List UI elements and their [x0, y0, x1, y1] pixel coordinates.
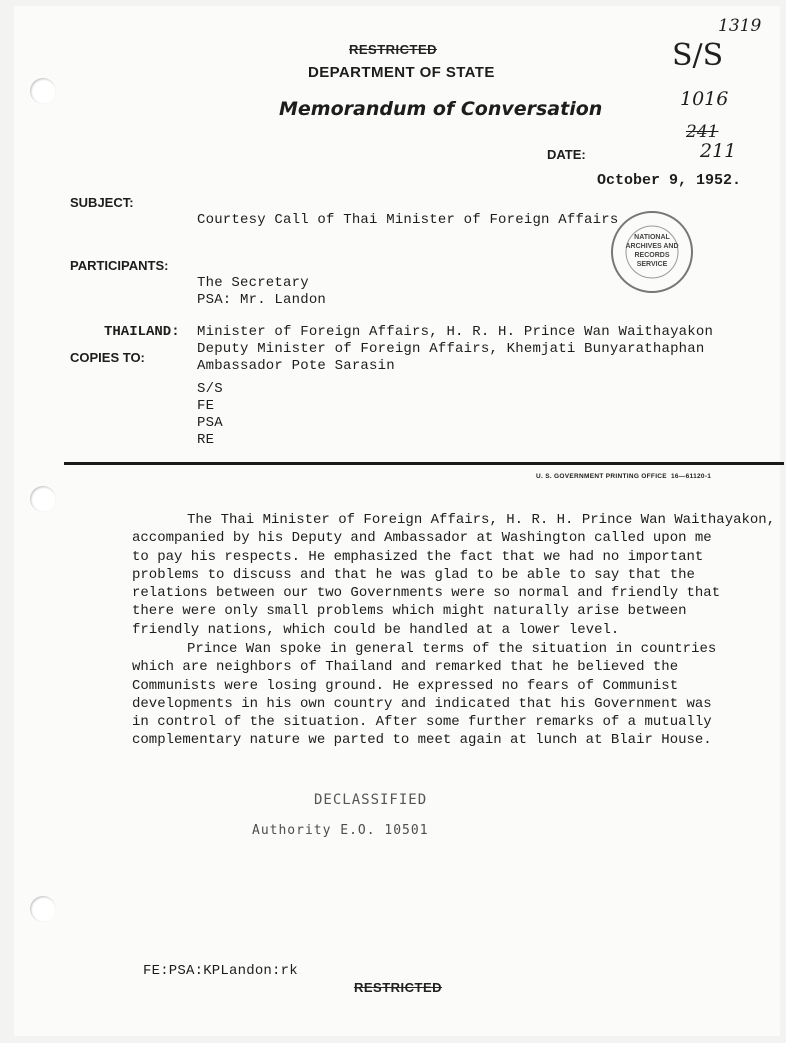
- stamp-line: ARCHIVES AND: [625, 243, 679, 250]
- date-value: October 9, 1952.: [597, 172, 742, 189]
- participant-thailand: Ambassador Pote Sarasin: [197, 358, 395, 374]
- body-line: friendly nations, which could be handled at a lower level.: [132, 621, 620, 638]
- body-line: developments in his own country and indicated that his Government was: [132, 695, 712, 712]
- printing-code: 16—61120-1: [671, 473, 712, 480]
- punch-hole: [30, 78, 56, 104]
- thailand-label: THAILAND:: [104, 324, 180, 340]
- participant-us: PSA: Mr. Landon: [197, 292, 327, 308]
- copies-label: COPIES TO:: [70, 350, 145, 365]
- body-line: there were only small problems which might naturally arise between: [132, 603, 687, 620]
- form-title: Memorandum of Conversation: [279, 98, 603, 120]
- copies-item: S/S: [197, 381, 223, 397]
- drafting-reference: FE:PSA:KPLandon:rk: [143, 963, 298, 979]
- copies-item: PSA: [197, 415, 223, 431]
- handwritten-number-2: 211: [700, 140, 737, 162]
- stamp-line: NATIONAL: [634, 234, 670, 241]
- classification-top: RESTRICTED: [349, 42, 438, 57]
- declassified-stamp: DECLASSIFIED: [314, 792, 428, 808]
- handwritten-top-number: 1319: [718, 16, 762, 36]
- handwritten-number-struck: 241: [686, 122, 719, 142]
- header-rule: [64, 462, 784, 465]
- stamp-line: RECORDS: [634, 252, 670, 259]
- body-line: Prince Wan spoke in general terms of the situation in countries: [187, 641, 717, 657]
- declassified-authority: Authority E.O. 10501: [252, 823, 429, 838]
- subject-text: Courtesy Call of Thai Minister of Foreign Affairs: [197, 212, 619, 228]
- participant-us: The Secretary: [197, 275, 309, 291]
- body-line: Communists were losing ground. He expressed no fears of Communist: [132, 677, 679, 694]
- date-label: DATE:: [547, 147, 586, 162]
- participant-thailand: Deputy Minister of Foreign Affairs, Khemjati Bunyarathaphan: [197, 341, 705, 357]
- handwritten-number-1: 1016: [680, 88, 729, 110]
- department-heading: DEPARTMENT OF STATE: [308, 64, 495, 81]
- body-line: relations between our two Governments were so normal and friendly that: [132, 585, 721, 602]
- participants-label: PARTICIPANTS:: [70, 258, 169, 273]
- handwritten-office: S/S: [672, 38, 724, 73]
- participant-thailand: Minister of Foreign Affairs, H. R. H. Prince Wan Waithayakon: [197, 324, 714, 340]
- body-line: complementary nature we parted to meet again at lunch at Blair House.: [132, 732, 712, 749]
- copies-item: RE: [197, 432, 215, 448]
- body-paragraph-1: [132, 511, 775, 639]
- copies-item: FE: [197, 398, 215, 414]
- body-line: which are neighbors of Thailand and remarked that he believed the: [132, 659, 679, 676]
- punch-hole: [30, 486, 56, 512]
- body-paragraph-2: [132, 640, 716, 750]
- classification-bottom: RESTRICTED: [354, 980, 443, 995]
- subject-label: SUBJECT:: [70, 195, 134, 210]
- archive-stamp: [610, 210, 694, 294]
- body-line: problems to discuss and that he was glad to be able to say that the: [132, 566, 695, 583]
- body-line: to pay his respects. He emphasized the fact that we had no important: [132, 548, 704, 565]
- punch-hole: [30, 896, 56, 922]
- body-line: in control of the situation. After some further remarks of a mutually: [132, 714, 712, 731]
- body-line: The Thai Minister of Foreign Affairs, H. R. H. Prince Wan Waithayakon,: [187, 512, 776, 528]
- printing-office: U. S. GOVERNMENT PRINTING OFFICE: [536, 473, 667, 480]
- body-line: accompanied by his Deputy and Ambassador at Washington called upon me: [132, 530, 712, 547]
- stamp-line: SERVICE: [636, 261, 668, 268]
